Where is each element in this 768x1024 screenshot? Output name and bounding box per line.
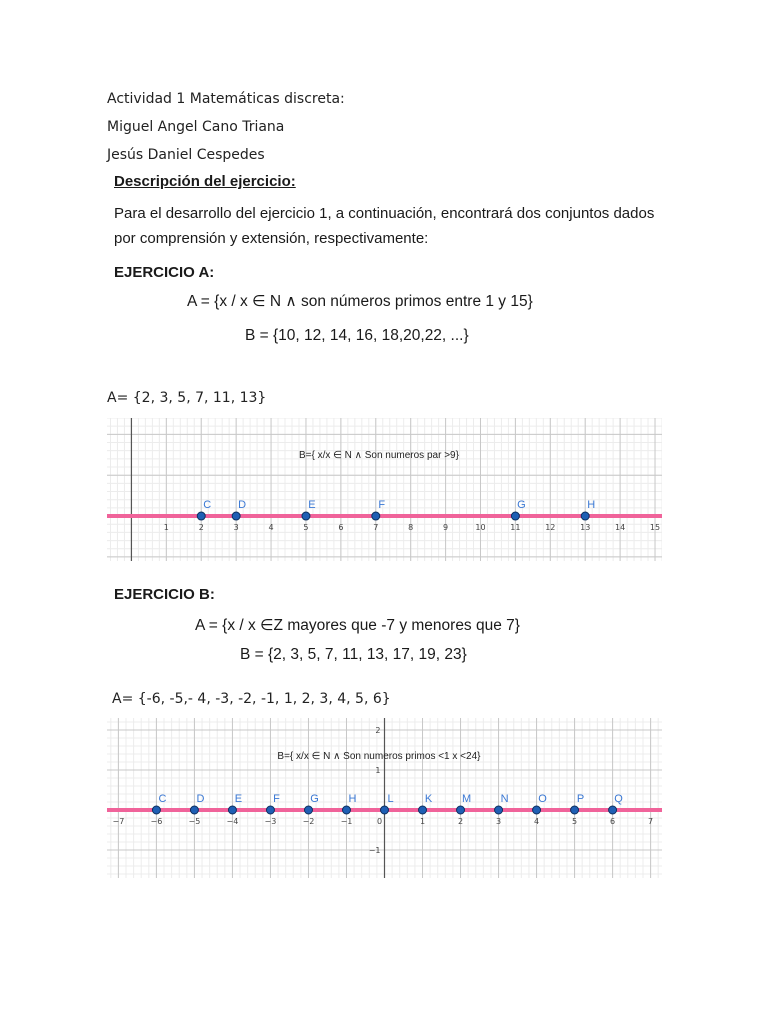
x-tick-label: 4: [534, 817, 540, 826]
x-tick-label: 4: [268, 523, 274, 533]
y-tick-label: 1: [375, 766, 381, 775]
x-tick-label: 3: [233, 523, 239, 533]
x-tick-label: −4: [226, 817, 239, 826]
point-label: F: [273, 793, 280, 805]
data-point: [495, 806, 503, 814]
point-label: O: [538, 793, 547, 805]
x-tick-label: −1: [340, 817, 353, 826]
data-point: [197, 512, 205, 520]
point-label: G: [310, 793, 319, 805]
x-tick-label: 1: [419, 817, 426, 826]
data-point: [232, 512, 240, 520]
x-tick-label: 7: [648, 817, 654, 826]
point-label: D: [238, 499, 247, 512]
point-label: G: [517, 499, 526, 512]
data-point: [152, 806, 160, 814]
x-tick-label: −3: [264, 817, 277, 826]
x-tick-label: 8: [408, 523, 414, 533]
point-label: P: [576, 793, 585, 805]
point-label: K: [424, 793, 433, 805]
data-point: [228, 806, 236, 814]
activity-title: Actividad 1 Matemáticas discreta:: [107, 91, 345, 107]
x-tick-label: 12: [545, 523, 556, 533]
x-tick-label: 2: [198, 523, 204, 533]
data-point: [302, 512, 310, 520]
data-point: [457, 806, 465, 814]
x-tick-label: 6: [610, 817, 616, 826]
point-label: Q: [614, 793, 623, 805]
x-tick-label: 5: [572, 817, 578, 826]
description-heading: Descripción del ejercicio:: [114, 173, 296, 190]
exercise-a-set-b: B = {10, 12, 14, 16, 18,20,22, ...}: [245, 327, 469, 344]
point-label: C: [158, 793, 167, 805]
point-label: D: [196, 793, 205, 805]
point-label: L: [387, 793, 394, 805]
point-label: H: [348, 793, 357, 805]
point-label: N: [500, 793, 509, 805]
data-point: [511, 512, 519, 520]
x-tick-label: −5: [188, 817, 201, 826]
number-line-chart-a: [107, 418, 662, 561]
x-tick-label: −7: [112, 817, 125, 826]
exercise-a-set-a: A = {x / x ∈ N ∧ son números primos entre 1 y 15}: [187, 293, 533, 310]
author-name: Jesús Daniel Cespedes: [107, 147, 265, 163]
data-point: [266, 806, 274, 814]
point-label: H: [587, 499, 596, 512]
x-tick-label: 14: [615, 523, 626, 533]
y-tick-label: 2: [375, 726, 381, 735]
data-point: [533, 806, 541, 814]
x-tick-label: 11: [510, 523, 521, 533]
data-point: [342, 806, 350, 814]
x-tick-label: 13: [580, 523, 591, 533]
y-tick-label: −1: [368, 846, 381, 855]
x-tick-label: 9: [443, 523, 449, 533]
point-label: E: [234, 793, 243, 805]
data-point: [581, 512, 589, 520]
x-tick-label: 2: [457, 817, 464, 826]
number-line-chart-b: [107, 718, 662, 878]
exercise-b-set-b: B = {2, 3, 5, 7, 11, 13, 17, 19, 23}: [240, 646, 467, 663]
x-tick-label: 0: [376, 817, 383, 826]
x-tick-label: 6: [338, 523, 344, 533]
x-tick-label: −2: [302, 817, 315, 826]
point-label: C: [203, 499, 212, 512]
exercise-a-heading: EJERCICIO A:: [114, 264, 215, 281]
data-point: [571, 806, 579, 814]
chart-title: B={ x/x ∈ N ∧ Son numeros par >9}: [298, 450, 459, 461]
data-point: [190, 806, 198, 814]
exercise-a-answer: A= {2, 3, 5, 7, 11, 13}: [107, 390, 267, 406]
x-tick-label: 5: [303, 523, 309, 533]
data-point: [372, 512, 380, 520]
point-label: F: [378, 499, 386, 512]
x-tick-label: −6: [150, 817, 163, 826]
x-tick-label: 15: [649, 523, 661, 533]
data-point: [304, 806, 312, 814]
exercise-b-heading: EJERCICIO B:: [114, 586, 215, 603]
exercise-b-set-a: A = {x / x ∈Z mayores que -7 y menores que 7}: [195, 617, 520, 634]
data-point: [609, 806, 617, 814]
x-tick-label: 1: [163, 523, 169, 533]
x-tick-label: 3: [495, 817, 502, 826]
x-tick-label: 7: [373, 523, 379, 533]
exercise-b-answer: A= {-6, -5,- 4, -3, -2, -1, 1, 2, 3, 4, 5, 6}: [112, 691, 391, 707]
x-tick-label: 10: [475, 523, 486, 533]
point-label: E: [308, 499, 316, 512]
point-label: M: [461, 793, 472, 805]
number-line-svg-a: [107, 418, 662, 561]
description-text: Para el desarrollo del ejercicio 1, a continuación, encontrará dos conjuntos dados por comprensión y extensión, respectivamente:: [114, 205, 655, 247]
data-point: [381, 806, 389, 814]
data-point: [419, 806, 427, 814]
author-name: Miguel Angel Cano Triana: [107, 119, 285, 135]
chart-title: B={ x/x ∈ N ∧ Son numeros primos <1 x <24}: [277, 751, 481, 762]
number-line-svg-b: [107, 718, 662, 878]
